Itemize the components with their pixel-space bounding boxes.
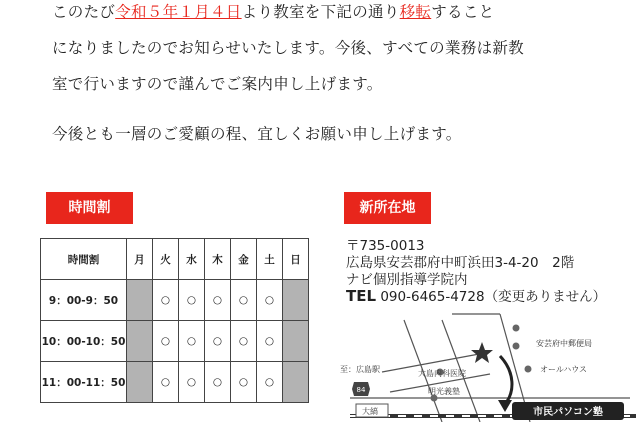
schedule-cell: ○ <box>231 321 257 362</box>
schedule-cell <box>283 362 309 403</box>
table-row <box>41 280 309 321</box>
schedule-cell: ○ <box>205 362 231 403</box>
postal-code: 〒735-0013 <box>346 238 425 254</box>
post-office-marker <box>513 325 520 332</box>
move-date: 令和５年１月４日 <box>115 3 242 21</box>
schedule-cell: ○ <box>205 280 231 321</box>
header-day: 水 <box>179 239 205 280</box>
schedule-cell <box>283 321 309 362</box>
arrow-head-icon <box>498 400 512 412</box>
time-slot: 9：00-9：50 <box>41 280 127 321</box>
intro-line-2: になりましたのでお知らせいたします。今後、すべての業務は新教 <box>52 39 524 57</box>
intro-line-4: 今後とも一層のご愛顧の程、宜しくお願い申し上げます。 <box>52 125 462 143</box>
intro-line-1 <box>52 0 494 22</box>
header-day: 月 <box>127 239 153 280</box>
tel-label: TEL <box>346 287 377 305</box>
phone-line <box>346 285 606 305</box>
meiko-label: 明光義塾 <box>428 387 460 396</box>
schedule-cell: ○ <box>179 362 205 403</box>
route-number: 84 <box>356 386 366 394</box>
tel-number: 090-6465-4728（変更ありません） <box>380 289 607 305</box>
schedule-cell: ○ <box>153 362 179 403</box>
post-office-label: 安芸府中郵便局 <box>536 339 592 348</box>
schedule-cell: ○ <box>257 280 283 321</box>
header-time: 時間割 <box>41 239 127 280</box>
owl-house-marker <box>525 366 532 373</box>
schedule-cell <box>283 280 309 321</box>
schedule-cell: ○ <box>179 321 205 362</box>
owl-house-label: オールハウス <box>540 365 588 374</box>
move-word: 移転 <box>399 3 432 21</box>
station-label: 至：広島駅 <box>340 365 380 374</box>
schedule-cell: ○ <box>179 280 205 321</box>
header-day: 火 <box>153 239 179 280</box>
intro-prefix: このたび <box>52 3 116 21</box>
schedule-table <box>40 238 309 403</box>
schedule-cell: ○ <box>205 321 231 362</box>
schedule-cell: ○ <box>153 280 179 321</box>
schedule-cell <box>127 362 153 403</box>
intro-suffix: すること <box>431 3 495 21</box>
owl-house-marker <box>513 343 520 350</box>
schedule-header-row <box>41 239 309 280</box>
location-map <box>330 312 636 422</box>
school-name: ナビ個別指導学院内 <box>346 272 468 288</box>
table-row <box>41 362 309 403</box>
clinic-label: 大島内科医院 <box>418 369 466 378</box>
time-slot: 10：00-10：50 <box>41 321 127 362</box>
intro-mid: より教室を下記の通り <box>241 3 400 21</box>
header-day: 金 <box>231 239 257 280</box>
schedule-cell: ○ <box>231 362 257 403</box>
schedule-cell: ○ <box>153 321 179 362</box>
header-day: 木 <box>205 239 231 280</box>
destination-label: 市民パソコン塾 <box>533 407 603 418</box>
schedule-cell: ○ <box>231 280 257 321</box>
ohashi-label: 大縞 <box>362 407 378 416</box>
time-slot: 11：00-11：50 <box>41 362 127 403</box>
star-icon <box>471 342 493 363</box>
schedule-cell: ○ <box>257 362 283 403</box>
intro-line-3: 室で行いますので謹んでご案内申し上げます。 <box>52 75 383 93</box>
table-row <box>41 321 309 362</box>
header-day: 土 <box>257 239 283 280</box>
schedule-cell: ○ <box>257 321 283 362</box>
address: 広島県安芸郡府中町浜田3-4-20 2階 <box>346 255 575 271</box>
schedule-cell <box>127 321 153 362</box>
schedule-cell <box>127 280 153 321</box>
arrow-icon <box>500 356 512 404</box>
schedule-badge: 時間割 <box>46 192 133 224</box>
header-day: 日 <box>283 239 309 280</box>
new-location-badge: 新所在地 <box>344 192 431 224</box>
